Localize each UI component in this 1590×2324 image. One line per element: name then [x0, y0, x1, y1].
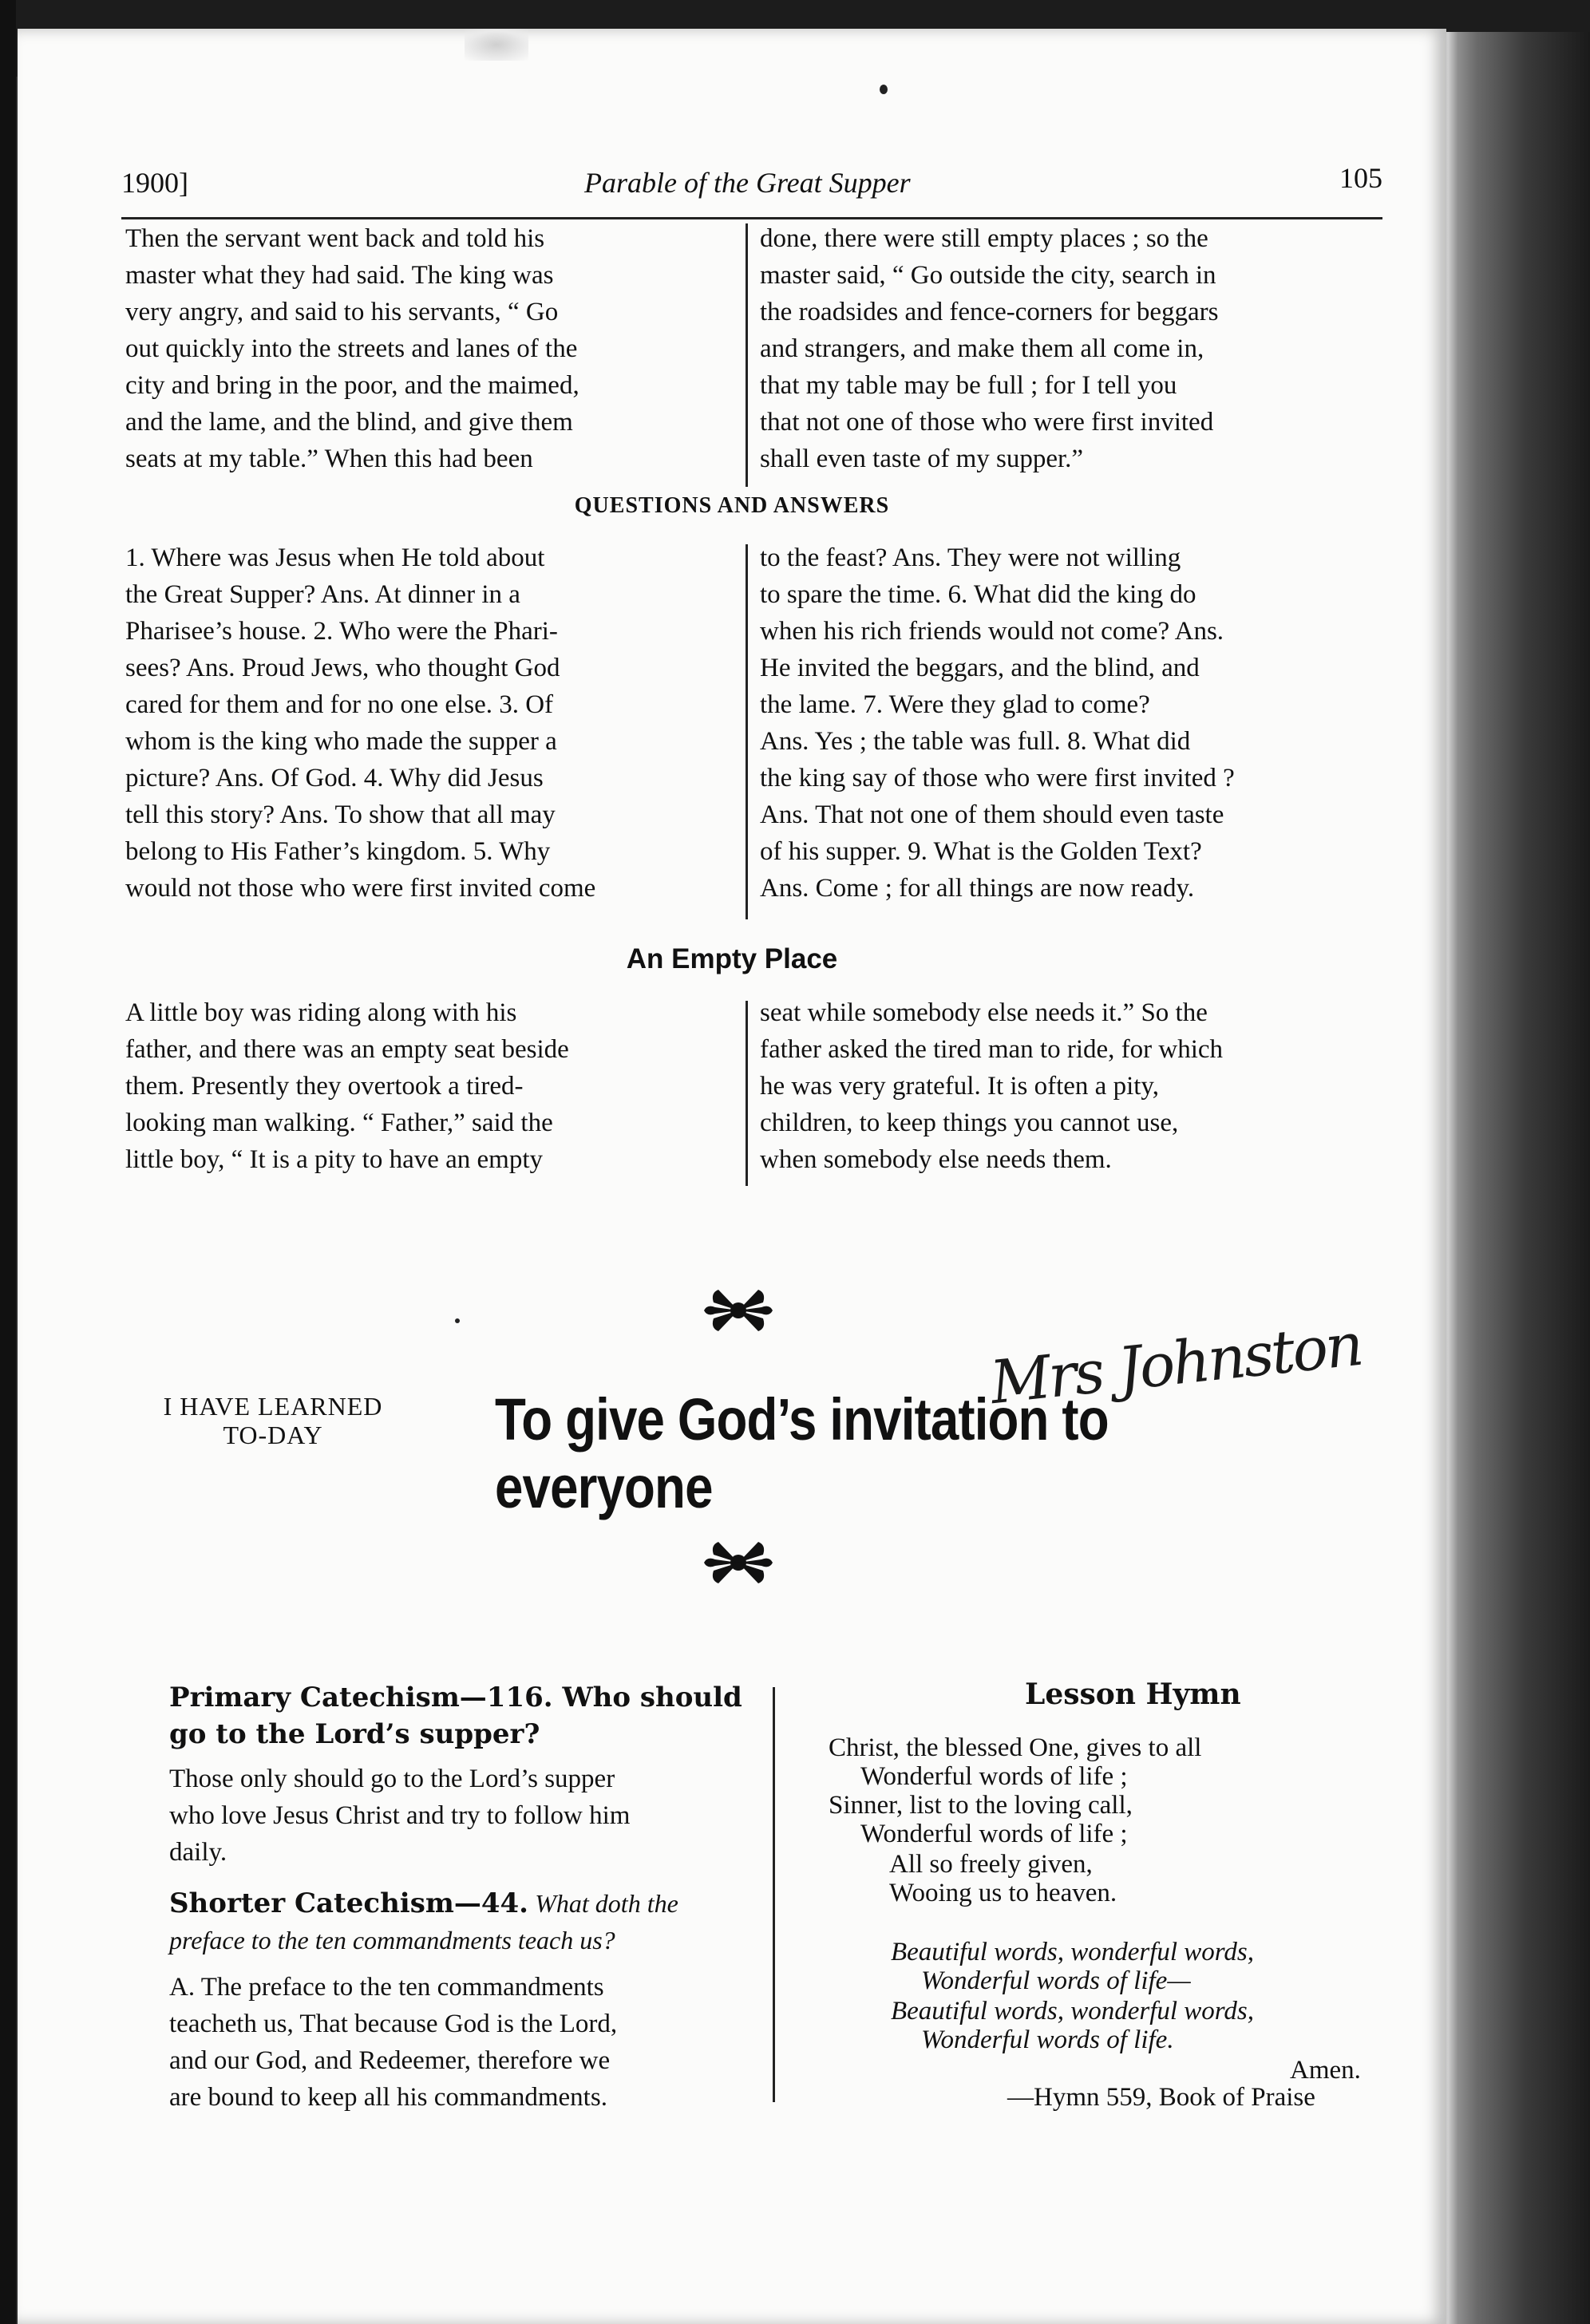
- handwritten-signature: Mrs Johnston: [987, 1310, 1365, 1418]
- primary-catechism-heading: [169, 1679, 760, 1753]
- learned-statement: To give God’s invitation to everyone: [495, 1386, 1109, 1520]
- qa-line: would not those who were first invited come: [125, 874, 596, 903]
- hymn-line: Wonderful words of life ;: [860, 1820, 1128, 1848]
- paper-blemish: [465, 29, 528, 61]
- running-header: [121, 156, 1382, 204]
- hymn-title: Lesson Hymn: [1025, 1678, 1241, 1711]
- book-edge: [1429, 32, 1590, 2324]
- story-line: that my table may be full ; for I tell you: [760, 371, 1177, 400]
- story-left-column: [125, 220, 740, 477]
- hymn-source: —Hymn 559, Book of Praise: [1007, 2083, 1315, 2112]
- header-rule: [121, 217, 1382, 219]
- qa-line: Ans. Yes ; the table was full. 8. What did: [760, 727, 1191, 756]
- qa-line: the Great Supper? Ans. At dinner in a: [125, 580, 520, 609]
- hymn-line: Wooing us to heaven.: [889, 1879, 1117, 1907]
- column-divider: [746, 544, 748, 919]
- floral-ornament-icon: [702, 1285, 774, 1336]
- story-line: out quickly into the streets and lanes of the: [125, 334, 578, 363]
- qa-line: when his rich friends would not come? Ans.: [760, 617, 1224, 646]
- header-title: Parable of the Great Supper: [584, 167, 911, 199]
- shorter-catechism-question-line2: preface to the ten commandments teach us?: [169, 1926, 615, 1954]
- answer-line: daily.: [169, 1838, 227, 1867]
- learned-label-line2: TO-DAY: [223, 1421, 323, 1449]
- story-line: father asked the tired man to ride, for which: [760, 1035, 1224, 1064]
- qa-line: to spare the time. 6. What did the king do: [760, 580, 1196, 609]
- answer-line: A. The preface to the ten commandments: [169, 1973, 604, 2002]
- column-divider: [773, 1687, 775, 2102]
- story-line: children, to keep things you cannot use,: [760, 1109, 1179, 1137]
- story-line: master said, “ Go outside the city, search in: [760, 261, 1216, 290]
- qa-line: belong to His Father’s kingdom. 5. Why: [125, 837, 551, 866]
- story-line: father, and there was an empty seat beside: [125, 1035, 569, 1064]
- learned-label: [145, 1392, 401, 1449]
- floral-ornament-icon: [702, 1537, 774, 1588]
- story-line: seat while somebody else needs it.” So the: [760, 998, 1208, 1027]
- story-line: city and bring in the poor, and the maimed,: [125, 371, 579, 400]
- shorter-catechism-question-line1: What doth the: [535, 1889, 678, 1918]
- story-line: and the lame, and the blind, and give them: [125, 408, 573, 437]
- shorter-catechism-title: Shorter Catechism—44.: [169, 1887, 528, 1919]
- shorter-catechism-heading: [169, 1885, 760, 1958]
- qa-line: cared for them and for no one else. 3. Of: [125, 690, 554, 719]
- hymn-line: All so freely given,: [889, 1850, 1093, 1879]
- answer-line: Those only should go to the Lord’s supper: [169, 1765, 615, 1793]
- story-line: that not one of those who were first invited: [760, 408, 1214, 437]
- hymn-chorus-line: Beautiful words, wonderful words,: [891, 1997, 1255, 2026]
- qa-heading: QUESTIONS AND ANSWERS: [574, 493, 890, 518]
- primary-catechism-question: Who should go to the Lord’s supper?: [169, 1682, 742, 1750]
- qa-line: picture? Ans. Of God. 4. Why did Jesus: [125, 764, 544, 792]
- qa-line: Pharisee’s house. 2. Who were the Phari-: [125, 617, 558, 646]
- answer-line: and our God, and Redeemer, therefore we: [169, 2046, 611, 2075]
- story-line: and strangers, and make them all come in,: [760, 334, 1204, 363]
- page-number: 105: [1339, 162, 1382, 194]
- qa-line: of his supper. 9. What is the Golden Text?: [760, 837, 1202, 866]
- story-line: done, there were still empty places ; so the: [760, 224, 1208, 253]
- qa-line: the king say of those who were first invited ?: [760, 764, 1235, 792]
- hymn-chorus-line: Wonderful words of life—: [921, 1966, 1191, 1995]
- qa-line: Ans. Come ; for all things are now ready.: [760, 874, 1195, 903]
- shorter-catechism-answer: [169, 1969, 760, 2116]
- qa-line: 1. Where was Jesus when He told about: [125, 543, 545, 572]
- column-divider: [746, 223, 748, 487]
- hymn-line: Sinner, list to the loving call,: [829, 1791, 1133, 1820]
- story-line: seats at my table.” When this had been: [125, 445, 533, 473]
- story-line: master what they had said. The king was: [125, 261, 554, 290]
- scan-background-left: [0, 0, 16, 2324]
- qa-line: whom is the king who made the supper a: [125, 727, 557, 756]
- ink-dot: [455, 1318, 460, 1323]
- qa-line: the lame. 7. Were they glad to come?: [760, 690, 1150, 719]
- story-line: little boy, “ It is a pity to have an empty: [125, 1145, 543, 1174]
- learned-label-line1: I HAVE LEARNED: [163, 1392, 383, 1421]
- qa-right-column: [760, 540, 1390, 907]
- hymn-amen: Amen.: [1290, 2056, 1361, 2085]
- qa-line: sees? Ans. Proud Jews, who thought God: [125, 654, 560, 682]
- story-line: A little boy was riding along with his: [125, 998, 517, 1027]
- hymn-chorus-line: Wonderful words of life.: [921, 2026, 1174, 2054]
- answer-line: who love Jesus Christ and try to follow him: [169, 1801, 631, 1830]
- qa-left-column: [125, 540, 740, 907]
- story-right-column: [760, 220, 1390, 477]
- primary-catechism-answer: [169, 1761, 760, 1871]
- empty-place-heading: An Empty Place: [626, 943, 838, 974]
- hymn-line: Christ, the blessed One, gives to all: [829, 1733, 1202, 1762]
- story-line: he was very grateful. It is often a pity,: [760, 1072, 1160, 1101]
- empty-place-right-column: [760, 994, 1390, 1178]
- ink-dot: [880, 85, 888, 94]
- story-line: when somebody else needs them.: [760, 1145, 1112, 1174]
- qa-line: He invited the beggars, and the blind, and: [760, 654, 1200, 682]
- primary-catechism-title: Primary Catechism—116.: [169, 1682, 553, 1713]
- qa-line: to the feast? Ans. They were not willing: [760, 543, 1181, 572]
- story-line: the roadsides and fence-corners for beggars: [760, 298, 1219, 326]
- story-line: very angry, and said to his servants, “ Go: [125, 298, 559, 326]
- story-line: Then the servant went back and told his: [125, 224, 545, 253]
- column-divider: [746, 1001, 748, 1186]
- answer-line: teacheth us, That because God is the Lord,: [169, 2010, 618, 2038]
- header-year: 1900]: [121, 167, 188, 199]
- story-line: them. Presently they overtook a tired-: [125, 1072, 524, 1101]
- document-page: [18, 29, 1446, 2324]
- answer-line: are bound to keep all his commandments.: [169, 2083, 607, 2112]
- qa-line: tell this story? Ans. To show that all may: [125, 800, 556, 829]
- hymn-line: Wonderful words of life ;: [860, 1762, 1128, 1791]
- qa-line: Ans. That not one of them should even taste: [760, 800, 1224, 829]
- story-line: looking man walking. “ Father,” said the: [125, 1109, 553, 1137]
- empty-place-left-column: [125, 994, 740, 1178]
- catechism-column: [169, 1679, 760, 2116]
- story-line: shall even taste of my supper.”: [760, 445, 1084, 473]
- hymn-chorus-line: Beautiful words, wonderful words,: [891, 1938, 1255, 1966]
